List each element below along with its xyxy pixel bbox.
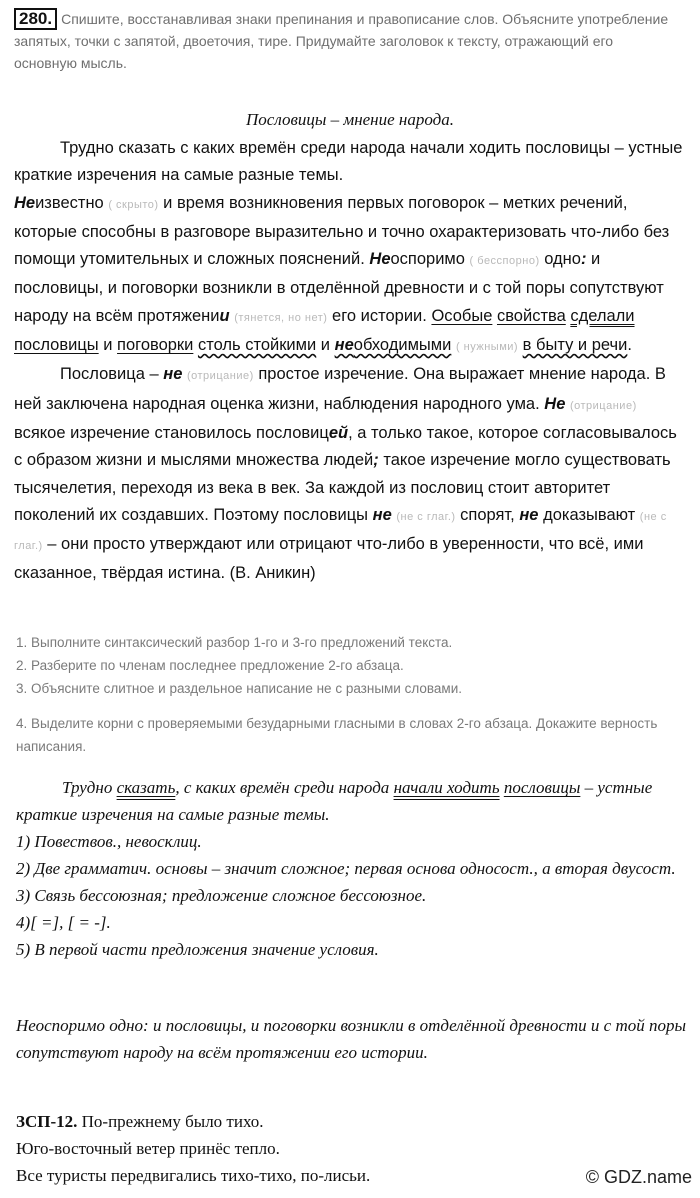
ne-marker: не (519, 505, 539, 524)
ne-marker: не (334, 336, 354, 355)
watermark: © GDZ.name (585, 1167, 692, 1187)
ne-marker: Не (544, 394, 566, 413)
zsp-line: Все туристы передвигались тихо-тихо, по-лисьи. (16, 1166, 371, 1185)
ne-marker: не (163, 365, 183, 384)
answer-sentence-2: Неоспоримо одно: и пословицы, и поговорки возникли в отделённой древности и с той поры сопутствуют народу на всём протяжении его истории. (16, 1016, 686, 1062)
answer-line: 2) Две грамматич. основы – значит сложное; первая основа односост., а вторая двусост. (16, 859, 676, 878)
exercise-instruction-block (14, 8, 674, 74)
question-item: 3. Объясните слитное и раздельное написание не с разными словами. (16, 681, 462, 696)
ne-marker: не (372, 505, 392, 524)
text-title: Пословицы – мнение народа. (246, 110, 454, 129)
zsp-label: ЗСП-12. (16, 1112, 78, 1131)
ne-marker: Не (369, 250, 391, 269)
note: ( бесспорно) (469, 255, 540, 268)
exercise-instruction: Спишите, восстанавливая знаки препинания и правописание слов. Объясните употребление запятых, точки с запятой, двоеточия, тире. Придумайте заголовок к тексту, отражающий его основную мысль. (14, 11, 669, 71)
note: (отрицание) (569, 399, 637, 412)
question-item: 1. Выполните синтаксический разбор 1-го и 3-го предложений текста. (16, 635, 453, 650)
questions-list (16, 631, 676, 758)
exercise-number: 280. (14, 8, 57, 30)
question-item: 4. Выделите корни с проверяемыми безударными гласными в словах 2-го абзаца. Докажите верность написания. (16, 716, 658, 754)
answer-block (16, 774, 686, 963)
note: ( нужными) (455, 341, 519, 354)
zsp-line: ЗСП-12. По-прежнему было тихо. (16, 1112, 264, 1131)
answer-line: 1) Повествов., невосклиц. (16, 832, 202, 851)
note: (отрицание) (186, 370, 254, 383)
paragraph-2: Неизвестно ( скрыто) и время возникновения первых поговорок – метких речений, которые способны в разговоре выразительно и точно охарактеризовать что-либо без помощи утомительных и сложных пояснений. Неоспоримо ( бесспорно) одно: и пословицы, и поговорки возникли в отделённой древности и с той поры сопутствуют народу на всём протяжении (тянется, но нет) его истории. Особые свойства сделали пословицы и поговорки столь стойкими и необходимыми ( нужными) в быту и речи. (14, 193, 670, 355)
answer-line: 4)[ =], [ = -]. (16, 913, 111, 932)
paragraph-3: Пословица – не (отрицание) простое изречение. Она выражает мнение народа. В ней заключена народная оценка жизни, наблюдения народного ума. Не (отрицание) всякое изречение становилось пословицей, а только такое, которое согласовывалось с образом жизни и мыслями множества людей; такое изречение могло существовать тысячелетия, переходя из века в век. За каждой из пословиц стоит авторитет поколений их создавших. Поэтому пословицы не (не с глаг.) спорят, не доказывают (не с глаг.) – они просто утверждают или отрицают что-либо в уверенности, что всё, ими сказанное, твёрдая истина. (В. Аникин) (14, 365, 677, 583)
note: (не с глаг.) (14, 510, 667, 553)
answer-line: 5) В первой части предложения значение условия. (16, 940, 379, 959)
note: (не с глаг.) (396, 510, 456, 523)
zsp-line: Юго-восточный ветер принёс тепло. (16, 1139, 280, 1158)
ne-marker: Не (14, 193, 36, 212)
note: ( скрыто) (108, 198, 159, 211)
note: (тянется, но нет) (234, 311, 328, 324)
main-text (14, 135, 684, 588)
paragraph-1: Трудно сказать с каких времён среди народа начали ходить пословицы – устные краткие изречения на самые разные темы. (14, 139, 683, 185)
question-item: 2. Разберите по членам последнее предложение 2-го абзаца. (16, 658, 404, 673)
answer-sentence: Трудно сказать, с каких времён среди народа начали ходить пословицы – устные краткие изречения на самые разные темы. (16, 778, 653, 824)
answer-line: 3) Связь бессоюзная; предложение сложное бессоюзное. (16, 886, 427, 905)
